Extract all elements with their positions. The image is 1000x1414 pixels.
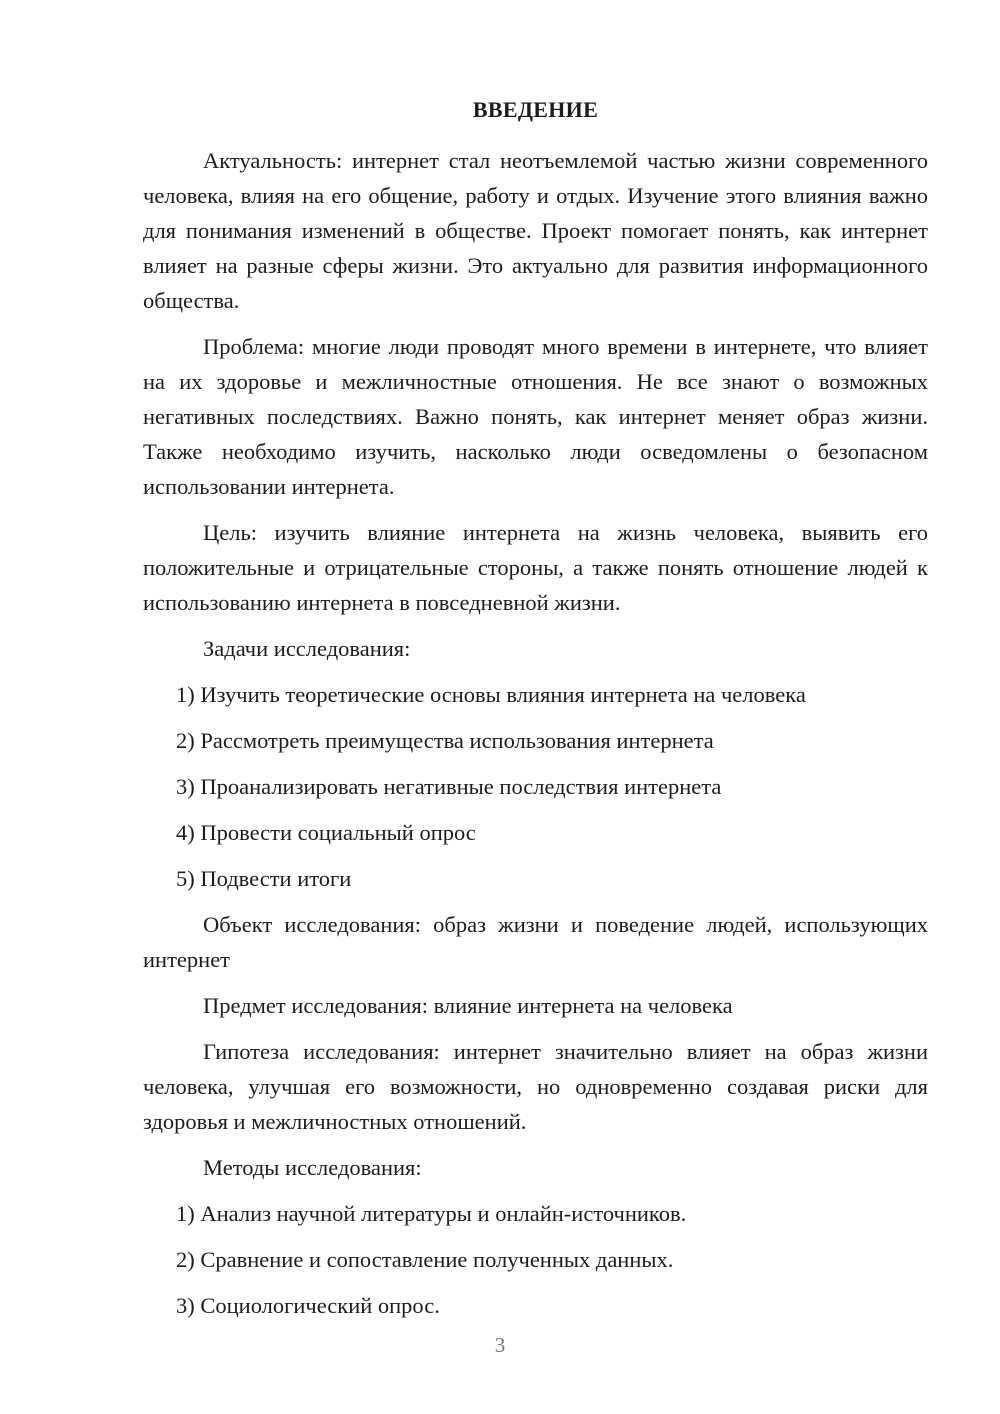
list-item: 2) Рассмотреть преимущества использования интернета [176,728,714,753]
subject-paragraph: Предмет исследования: влияние интернета на человека [203,993,733,1018]
relevance-paragraph: Актуальность: интернет стал неотъемлемой частью жизни современного человека, влияя на его общение, работу и отдых. Изучение этого влияния важно для понимания изменений в обществе. Проект помогает понять, как интернет влияет на разные сферы жизни. Это актуально для развития информационного общества. [143,148,928,313]
tasks-list [143,677,928,896]
list-item: 3) Социологический опрос. [176,1293,440,1318]
problem-paragraph: Проблема: многие люди проводят много времени в интернете, что влияет на их здоровье и межличностные отношения. Не все знают о возможных негативных последствиях. Важно понять, как интернет меняет образ жизни. Также необходимо изучить, насколько люди осведомлены о безопасном использовании интернета. [143,334,928,499]
hypothesis-paragraph: Гипотеза исследования: интернет значительно влияет на образ жизни человека, улучшая его возможности, но одновременно создавая риски для здоровья и межличностных отношений. [143,1039,928,1134]
list-item: 2) Сравнение и сопоставление полученных данных. [176,1247,674,1272]
tasks-heading: Задачи исследования: [203,636,411,661]
page-number: 3 [494,1333,506,1357]
list-item: 5) Подвести итоги [176,866,352,891]
list-item: 4) Провести социальный опрос [176,820,476,845]
object-paragraph: Объект исследования: образ жизни и поведение людей, использующих интернет [143,912,928,972]
goal-paragraph: Цель: изучить влияние интернета на жизнь человека, выявить его положительные и отрицательные стороны, а также понять отношение людей к использованию интернета в повседневной жизни. [143,520,928,615]
methods-list [143,1196,928,1323]
page-title: ВВЕДЕНИЕ [472,97,599,122]
list-item: 1) Изучить теоретические основы влияния интернета на человека [176,682,806,707]
list-item: 3) Проанализировать негативные последствия интернета [176,774,722,799]
document-page [143,92,928,1334]
methods-heading: Методы исследования: [203,1155,422,1180]
list-item: 1) Анализ научной литературы и онлайн-источников. [176,1201,687,1226]
